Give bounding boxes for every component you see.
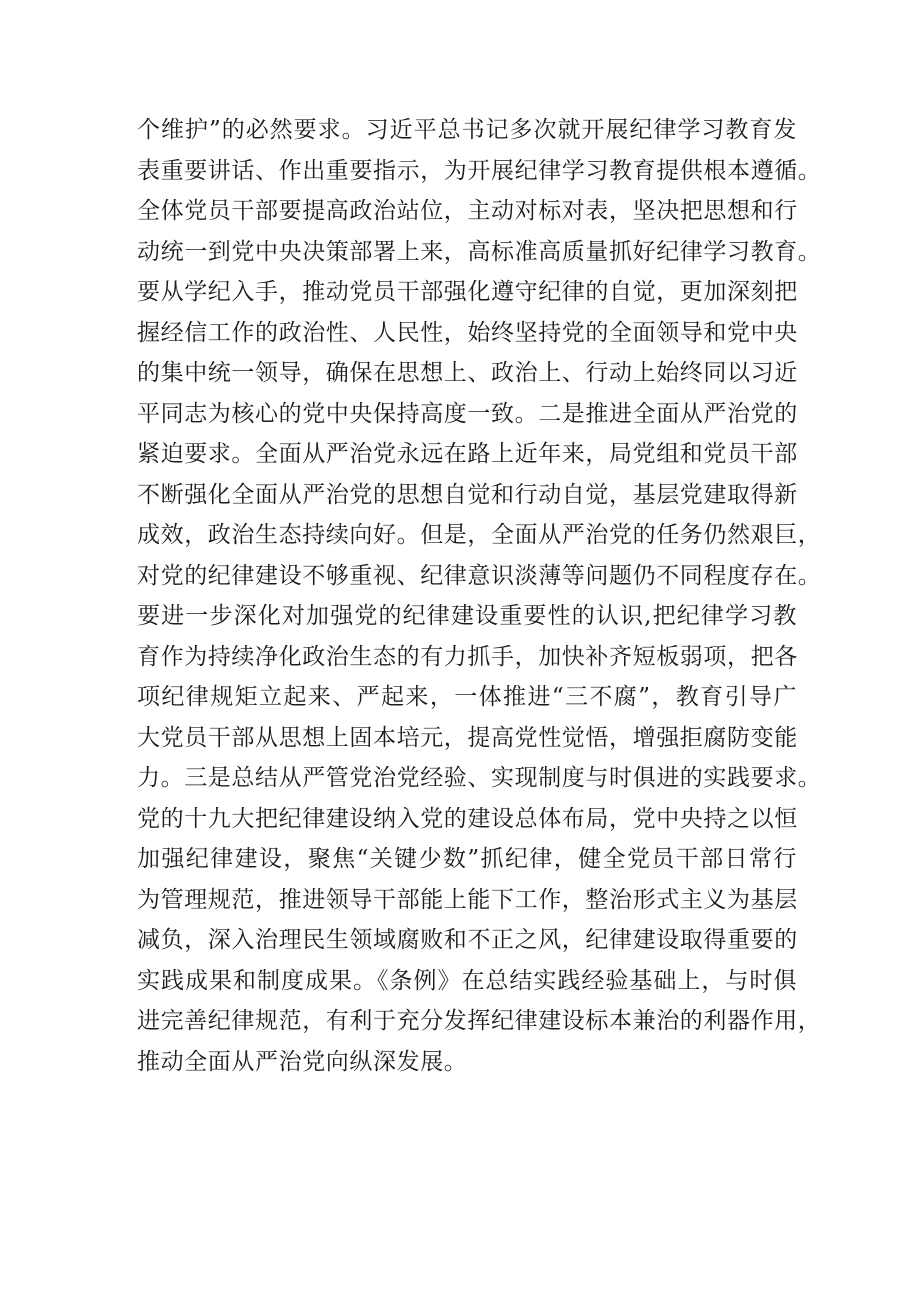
text-line: 全体党员干部要提高政治站位，主动对标对表，坚决把思想和行 <box>137 198 798 224</box>
text-line: 对党的纪律建设不够重视、纪律意识淡薄等问题仍不同程度存在。 <box>137 562 822 589</box>
text-line: 党的十九大把纪律建设纳入党的建设总体布局，党中央持之以恒 <box>137 805 798 832</box>
text-line: 为管理规范，推进领导干部能上能下工作，整治形式主义为基层 <box>137 886 798 913</box>
text-line: 动统一到党中央决策部署上来，高标准高质量抓好纪律学习教育。 <box>137 238 822 265</box>
text-line: 减负，深入治理民生领域腐败和不正之风，纪律建设取得重要的 <box>137 927 798 953</box>
text-line: 要进一步深化对加强党的纪律建设重要性的认识,把纪律学习教 <box>137 603 797 629</box>
text-line: 推动全面从严治党向纵深发展。 <box>137 1048 468 1075</box>
text-line: 成效，政治生态持续向好。但是，全面从严治党的任务仍然艰巨， <box>137 522 822 548</box>
text-line: 个维护”的必然要求。习近平总书记多次就开展纪律学习教育发 <box>137 117 797 143</box>
text-line: 进完善纪律规范，有利于充分发挥纪律建设标本兼治的利器作用， <box>137 1008 822 1034</box>
text-line: 实践成果和制度成果。《条例》在总结实践经验基础上，与时俱 <box>137 967 797 994</box>
text-line: 育作为持续净化政治生态的有力抓手，加快补齐短板弱项，把各 <box>137 643 798 670</box>
text-line: 不断强化全面从严治党的思想自觉和行动自觉，基层党建取得新 <box>137 481 798 508</box>
text-line: 平同志为核心的党中央保持高度一致。二是推进全面从严治党的 <box>137 400 798 427</box>
text-line: 要从学纪入手，推动党员干部强化遵守纪律的自觉，更加深刻把 <box>137 279 798 305</box>
text-line: 力。三是总结从严管党治党经验、实现制度与时俱进的实践要求。 <box>137 765 822 791</box>
body-paragraph <box>137 110 822 1082</box>
text-line: 项纪律规矩立起来、严起来，一体推进“三不腐”，教育引导广 <box>137 684 797 710</box>
text-line: 紧迫要求。全面从严治党永远在路上近年来，局党组和党员干部 <box>137 441 798 467</box>
text-line: 大党员干部从思想上固本培元，提高党性觉悟，增强拒腐防变能 <box>137 724 798 751</box>
text-line: 加强纪律建设，聚焦“关键少数”抓纪律，健全党员干部日常行 <box>137 846 797 872</box>
text-line: 握经信工作的政治性、人民性，始终坚持党的全面领导和党中央 <box>137 319 798 346</box>
text-line: 的集中统一领导，确保在思想上、政治上、行动上始终同以习近 <box>137 360 798 386</box>
text-line: 表重要讲话、作出重要指示，为开展纪律学习教育提供根本遵循。 <box>137 157 822 184</box>
